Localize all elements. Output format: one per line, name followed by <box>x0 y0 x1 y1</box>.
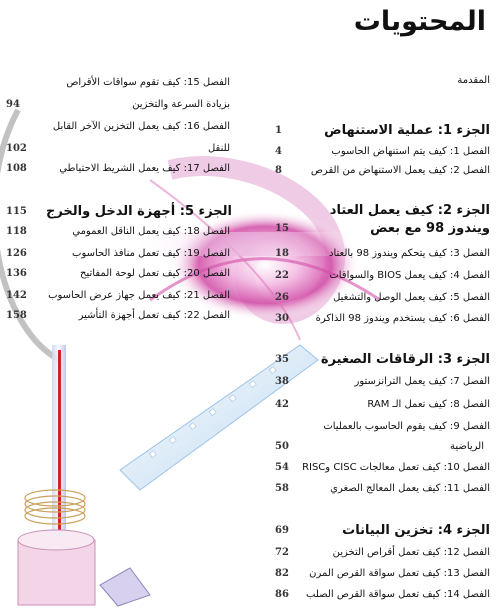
toc-entry-label: الجزء 4: تخزين البيانات <box>342 523 490 538</box>
toc-page-number: 136 <box>6 268 27 279</box>
toc-page-number: 58 <box>275 483 289 494</box>
toc-entry[interactable] <box>0 139 238 159</box>
toc-entry-label: الفصل 3: كيف يتحكم ويندوز 98 بالعتاد <box>328 248 490 259</box>
toc-entry-label: الفصل 18: كيف يعمل الناقل العمومي <box>72 226 230 237</box>
toc-entry-label: الفصل 8: كيف تعمل الـ RAM <box>367 399 490 410</box>
toc-page-number: 126 <box>6 248 27 259</box>
toc-entry[interactable] <box>275 395 490 415</box>
toc-section-heading[interactable] <box>275 121 490 141</box>
toc-page-number: 1 <box>275 125 282 136</box>
toc-page-number: 69 <box>275 525 289 536</box>
toc-entry[interactable] <box>275 372 490 392</box>
toc-entry-label: الجزء 1: عملية الاستنهاض <box>324 123 490 138</box>
toc-page-number: 54 <box>275 462 289 473</box>
toc-entry[interactable] <box>275 266 490 286</box>
toc-page-number: 158 <box>6 310 27 321</box>
toc-page-number: 38 <box>275 376 289 387</box>
toc-entry[interactable] <box>275 288 490 308</box>
toc-entry-label: الفصل 17: كيف يعمل الشريط الاحتياطي <box>59 163 230 174</box>
toc-entry[interactable] <box>275 309 490 329</box>
toc-entry[interactable] <box>0 286 238 306</box>
toc-page-number: 86 <box>275 589 289 600</box>
toc-section-heading[interactable] <box>275 521 490 541</box>
toc-entry[interactable] <box>275 458 490 478</box>
toc-entry[interactable] <box>275 585 490 605</box>
toc-page-number: 118 <box>6 226 27 237</box>
toc-entry-label: الفصل 21: كيف يعمل جهاز عرض الحاسوب <box>48 290 230 301</box>
toc-entry-label: الفصل 19: كيف تعمل منافذ الحاسوب <box>72 248 230 259</box>
toc-entry-label: الفصل 2: كيف يعمل الاستنهاض من القرص <box>310 165 490 176</box>
toc-entry[interactable] <box>275 71 490 91</box>
toc-entry[interactable] <box>275 543 490 563</box>
toc-page-number: 26 <box>275 292 289 303</box>
toc-entry-label: الفصل 6: كيف يستخدم ويندوز 98 الذاكرة <box>315 313 490 324</box>
toc-section-heading[interactable] <box>0 202 238 222</box>
toc-page-number: 50 <box>275 441 289 452</box>
toc-page-number: 35 <box>275 354 289 365</box>
toc-entry[interactable] <box>275 437 490 457</box>
toc-entry-label: الفصل 14: كيف تعمل سواقة القرص الصلب <box>306 589 490 600</box>
toc-entry-label: الجزء 5: أجهزة الدخل والخرج <box>45 204 232 219</box>
toc-page-number: 115 <box>6 206 27 217</box>
toc-page-number: 72 <box>275 547 289 558</box>
toc-page-number: 30 <box>275 313 289 324</box>
toc-entry[interactable] <box>275 244 490 264</box>
page-title: المحتويات <box>353 6 486 37</box>
toc-entry-label: الفصل 11: كيف يعمل المعالج الصغري <box>330 483 490 494</box>
toc-page-number: 18 <box>275 248 289 259</box>
toc-entry-label: الجزء 2: كيف يعمل العتاد <box>329 203 490 218</box>
toc-section-heading[interactable] <box>275 201 490 221</box>
toc-entry[interactable] <box>275 479 490 499</box>
toc-entry-label: المقدمة <box>457 75 490 86</box>
toc-page-number: 82 <box>275 568 289 579</box>
toc-page-number: 94 <box>6 99 20 110</box>
toc-page-number: 108 <box>6 163 27 174</box>
toc-entry[interactable] <box>0 264 238 284</box>
toc-entry-label: الفصل 22: كيف تعمل أجهزة التأشير <box>78 310 230 321</box>
toc-entry-label: الفصل 16: كيف يعمل التخزين الآخر القابل <box>52 121 230 132</box>
toc-entry-label: الجزء 3: الرقاقات الصغيرة <box>320 352 490 367</box>
toc-section-heading[interactable] <box>275 219 490 239</box>
toc-entry-label: الفصل 13: كيف تعمل سواقة القرص المرن <box>309 568 490 579</box>
toc-page-number: 15 <box>275 223 289 234</box>
toc-entry[interactable] <box>0 222 238 242</box>
toc-entry-label: الفصل 4: كيف يعمل BIOS والسواقات <box>329 270 490 281</box>
toc-entry[interactable] <box>0 159 238 179</box>
toc-entry[interactable] <box>275 161 490 181</box>
toc-entry[interactable] <box>0 95 238 115</box>
toc-entry-label: الفصل 5: كيف يعمل الوصل والتشغيل <box>333 292 490 303</box>
toc-entry[interactable] <box>0 244 238 264</box>
toc-entry-label: بزيادة السرعة والتخزين <box>132 99 230 110</box>
toc-page-number: 22 <box>275 270 289 281</box>
toc-entry-label: الفصل 7: كيف يعمل الترانزستور <box>354 376 490 387</box>
toc-page-number: 4 <box>275 146 282 157</box>
toc-entry-label: الفصل 20: كيف تعمل لوحة المفاتيح <box>80 268 230 279</box>
toc-entry[interactable] <box>0 117 238 137</box>
toc-entry-label: الفصل 1: كيف يتم استنهاض الحاسوب <box>331 146 490 157</box>
toc-entry-label: الفصل 15: كيف تقوم سواقات الأقراص <box>66 77 230 88</box>
toc-entry-label: الفصل 12: كيف تعمل أقراص التخزين <box>332 547 490 558</box>
toc-entry[interactable] <box>275 417 490 437</box>
toc-page-number: 142 <box>6 290 27 301</box>
toc-entry[interactable] <box>0 73 238 93</box>
toc-page-number: 8 <box>275 165 282 176</box>
toc-entry-label: الرياضية <box>449 441 484 452</box>
toc-entry-label: للنقل <box>207 143 230 154</box>
toc-entry[interactable] <box>0 306 238 326</box>
toc-entry-label: الفصل 10: كيف تعمل معالجات CISC وRISC <box>302 462 490 473</box>
toc-entry[interactable] <box>275 564 490 584</box>
toc-section-heading[interactable] <box>275 350 490 370</box>
toc-page-number: 42 <box>275 399 289 410</box>
toc-entry-label: الفصل 9: كيف يقوم الحاسوب بالعمليات <box>323 421 490 432</box>
toc-page-number: 102 <box>6 143 27 154</box>
toc-entry-label: ويندوز 98 مع بعض <box>370 221 490 236</box>
toc-entry[interactable] <box>275 142 490 162</box>
